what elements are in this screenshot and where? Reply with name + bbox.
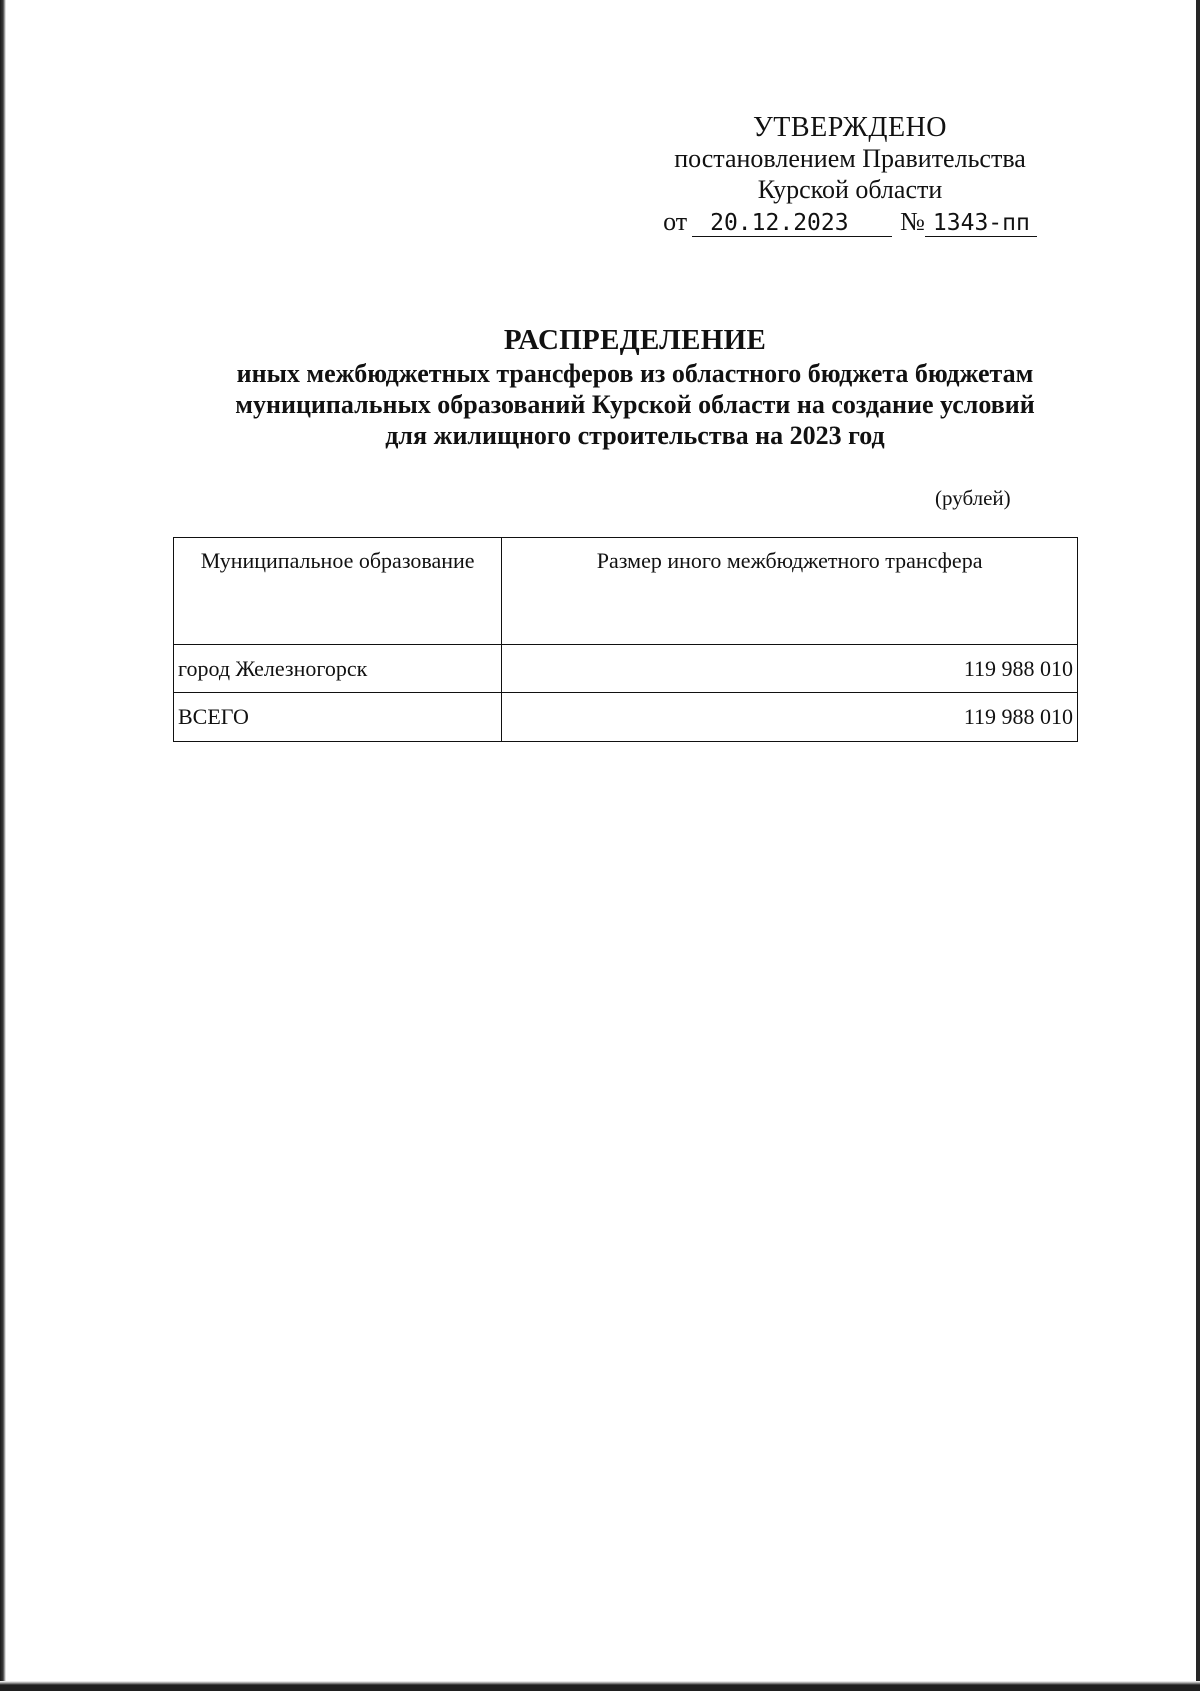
date-prefix: от: [663, 207, 688, 236]
approval-date: 20.12.2023: [692, 210, 892, 237]
total-label: ВСЕГО: [174, 693, 502, 742]
approval-stamp: [620, 112, 1080, 237]
title-sub-line: муниципальных образований Курской области на создание условий: [235, 390, 1035, 419]
number-prefix: №: [900, 207, 925, 236]
title-sub-line: иных межбюджетных трансферов из областного бюджета бюджетам: [236, 359, 1034, 388]
total-amount: 119 988 010: [502, 693, 1078, 742]
units-note: (рублей): [935, 486, 1011, 510]
document-title: [180, 322, 1090, 451]
scan-right-edge: [1196, 0, 1200, 1691]
approval-line-1: постановлением Правительства: [674, 144, 1026, 173]
approval-heading: УТВЕРЖДЕНО: [752, 112, 948, 143]
column-header-amount: Размер иного межбюджетного трансфера: [502, 538, 1078, 645]
title-sub-line: для жилищного строительства на 2023 год: [385, 421, 885, 450]
scan-bottom-edge: [0, 1681, 1200, 1691]
table-row: [174, 645, 1078, 693]
approval-number: 1343-пп: [925, 210, 1037, 237]
table-total-row: [174, 693, 1078, 742]
column-header-municipality: Муниципальное образование: [174, 538, 502, 645]
municipality-name: город Железногорск: [174, 645, 502, 693]
approval-line-2: Курской области: [757, 175, 943, 204]
title-main: РАСПРЕДЕЛЕНИЕ: [503, 324, 767, 356]
approval-date-line: [620, 206, 1080, 237]
table-header-row: [174, 538, 1078, 645]
distribution-table: [173, 537, 1078, 742]
scan-left-edge: [0, 0, 6, 1691]
transfer-amount: 119 988 010: [502, 645, 1078, 693]
